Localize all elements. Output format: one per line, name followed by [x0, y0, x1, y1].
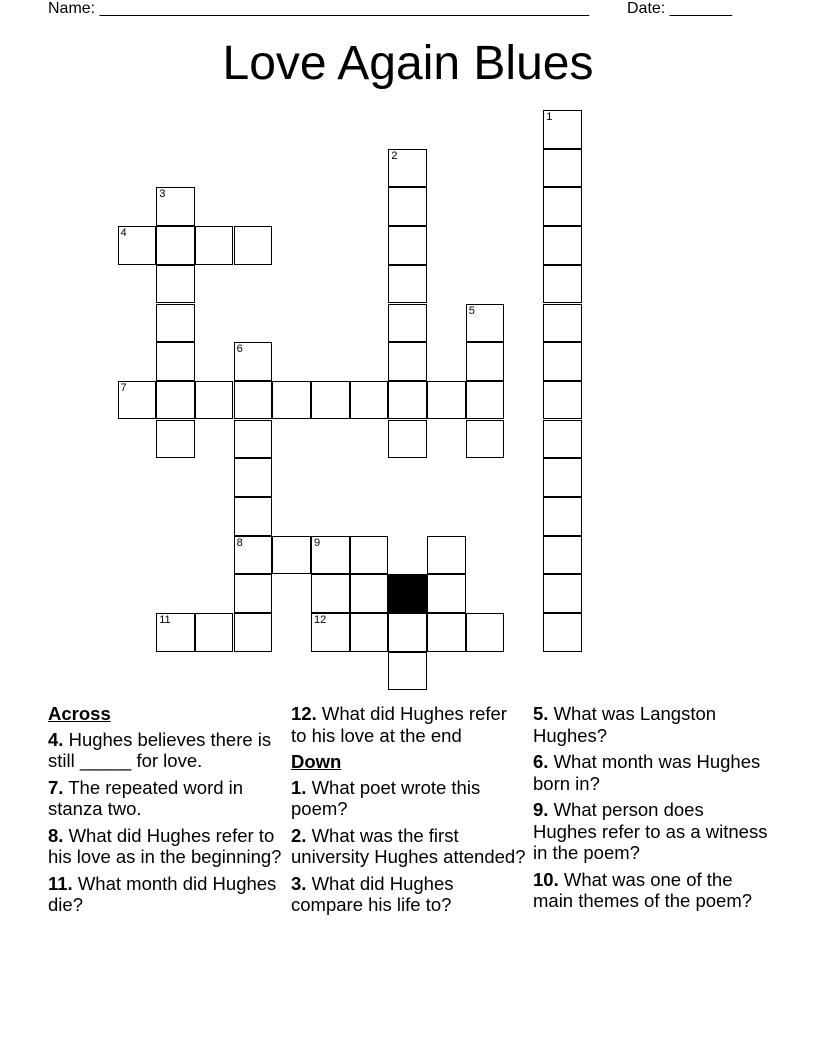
- grid-cell[interactable]: [234, 458, 273, 497]
- grid-cell[interactable]: [195, 381, 234, 420]
- grid-cell[interactable]: [543, 149, 582, 188]
- cell-number: 4: [120, 227, 127, 240]
- clue-down-2: [291, 825, 526, 868]
- grid-cell[interactable]: [234, 381, 273, 420]
- grid-cell[interactable]: [118, 226, 157, 265]
- clue-across-8: [48, 825, 283, 868]
- clue-text: What was one of the main themes of the poem?: [533, 868, 753, 911]
- clue-number: 9.: [533, 799, 549, 820]
- clue-text: What person does Hughes refer to as a witness in the poem?: [533, 799, 768, 863]
- cell-number: 7: [120, 381, 127, 394]
- grid-cell[interactable]: [543, 265, 582, 304]
- grid-cell[interactable]: [350, 381, 389, 420]
- grid-cell[interactable]: [543, 420, 582, 459]
- clues-column-3: [533, 703, 768, 917]
- clue-text: What month was Hughes born in?: [533, 751, 761, 794]
- name-field-label: Name: _______________________________________________________: [48, 0, 589, 17]
- grid-cell[interactable]: [466, 381, 505, 420]
- grid-cell[interactable]: [156, 381, 195, 420]
- clue-down-6: [533, 751, 768, 794]
- grid-cell[interactable]: [311, 574, 350, 613]
- clue-text: What did Hughes compare his life to?: [291, 872, 454, 915]
- clues-column-2: [291, 703, 526, 921]
- clue-text: What did Hughes refer to his love at the end: [291, 703, 507, 746]
- grid-cell[interactable]: [350, 613, 389, 652]
- grid-cell-black: [388, 574, 427, 613]
- clue-across-4: [48, 729, 283, 772]
- clue-number: 4.: [48, 728, 64, 750]
- grid-cell[interactable]: [466, 342, 505, 381]
- cell-number: 11: [159, 614, 171, 627]
- grid-cell[interactable]: [543, 574, 582, 613]
- cell-number: 8: [236, 536, 243, 549]
- grid-cell[interactable]: [543, 187, 582, 226]
- grid-cell[interactable]: [388, 652, 427, 691]
- grid-cell[interactable]: [427, 613, 466, 652]
- grid-cell[interactable]: [388, 149, 427, 188]
- grid-cell[interactable]: [388, 187, 427, 226]
- cell-number: 5: [468, 304, 475, 317]
- grid-cell[interactable]: [543, 536, 582, 575]
- clue-text: What was the first university Hughes attended?: [291, 824, 526, 867]
- grid-cell[interactable]: [388, 420, 427, 459]
- clue-text: The repeated word in stanza two.: [48, 776, 244, 819]
- grid-cell[interactable]: [388, 613, 427, 652]
- grid-cell[interactable]: [350, 536, 389, 575]
- clue-text: What was Langston Hughes?: [533, 703, 717, 746]
- clue-number: 10.: [533, 868, 559, 890]
- grid-cell[interactable]: [234, 613, 273, 652]
- clue-down-1: [291, 777, 526, 820]
- grid-cell[interactable]: [156, 613, 195, 652]
- grid-cell[interactable]: [311, 381, 350, 420]
- grid-cell[interactable]: [234, 226, 273, 265]
- grid-cell[interactable]: [195, 226, 234, 265]
- grid-cell[interactable]: [234, 536, 273, 575]
- grid-cell[interactable]: [156, 265, 195, 304]
- grid-cell[interactable]: [156, 420, 195, 459]
- grid-cell[interactable]: [234, 497, 273, 536]
- clue-across-12: [291, 703, 526, 746]
- grid-cell[interactable]: [272, 536, 311, 575]
- grid-cell[interactable]: [388, 265, 427, 304]
- grid-cell[interactable]: [466, 304, 505, 343]
- clue-text: Hughes believes there is still _____ for love.: [48, 728, 272, 771]
- date-field-label: Date: _______: [627, 0, 732, 17]
- clue-text: What month did Hughes die?: [48, 872, 277, 915]
- clue-down-3: [291, 873, 526, 916]
- cell-number: 9: [314, 536, 321, 549]
- cell-number: 6: [236, 343, 243, 356]
- grid-cell[interactable]: [427, 381, 466, 420]
- grid-cell[interactable]: [427, 536, 466, 575]
- grid-cell[interactable]: [543, 226, 582, 265]
- grid-cell[interactable]: [543, 304, 582, 343]
- grid-cell[interactable]: [195, 613, 234, 652]
- grid-cell[interactable]: [156, 226, 195, 265]
- grid-cell[interactable]: [350, 574, 389, 613]
- grid-cell[interactable]: [234, 342, 273, 381]
- grid-cell[interactable]: [543, 342, 582, 381]
- grid-cell[interactable]: [118, 381, 157, 420]
- grid-cell[interactable]: [543, 613, 582, 652]
- clue-across-11: [48, 873, 283, 916]
- clue-down-5: [533, 703, 768, 746]
- grid-cell[interactable]: [388, 226, 427, 265]
- down-heading: Down: [291, 751, 342, 772]
- grid-cell[interactable]: [466, 420, 505, 459]
- clue-across-7: [48, 777, 283, 820]
- clues-column-1: [48, 703, 283, 921]
- cell-number: 2: [391, 149, 398, 162]
- clue-number: 8.: [48, 824, 64, 846]
- grid-cell[interactable]: [234, 574, 273, 613]
- grid-cell[interactable]: [388, 304, 427, 343]
- grid-cell[interactable]: [543, 381, 582, 420]
- grid-cell[interactable]: [311, 613, 350, 652]
- grid-cell[interactable]: [156, 187, 195, 226]
- clue-text: What did Hughes refer to his love as in the beginning?: [48, 824, 282, 867]
- clue-down-10: [533, 869, 768, 912]
- grid-cell[interactable]: [543, 458, 582, 497]
- clue-number: 11.: [48, 872, 73, 894]
- clue-number: 7.: [48, 776, 64, 798]
- grid-cell[interactable]: [234, 420, 273, 459]
- grid-cell[interactable]: [388, 381, 427, 420]
- grid-cell[interactable]: [311, 536, 350, 575]
- cell-number: 1: [546, 111, 553, 123]
- grid-cell[interactable]: [466, 613, 505, 652]
- across-heading: Across: [48, 703, 111, 724]
- cell-number: 3: [159, 188, 166, 201]
- puzzle-title: Love Again Blues: [222, 37, 594, 90]
- clue-number: 6.: [533, 751, 549, 772]
- grid-cell[interactable]: [156, 342, 195, 381]
- cell-number: 12: [314, 614, 327, 627]
- grid-cell[interactable]: [543, 497, 582, 536]
- clue-number: 5.: [533, 703, 549, 724]
- grid-cell[interactable]: [427, 574, 466, 613]
- clue-number: 12.: [291, 703, 317, 724]
- clue-number: 1.: [291, 776, 307, 798]
- clue-number: 2.: [291, 824, 307, 846]
- grid-cell[interactable]: [543, 110, 582, 149]
- clue-down-9: [533, 799, 768, 864]
- grid-cell[interactable]: [156, 304, 195, 343]
- clue-number: 3.: [291, 872, 307, 894]
- clue-text: What poet wrote this poem?: [291, 776, 481, 819]
- grid-cell[interactable]: [388, 342, 427, 381]
- grid-cell[interactable]: [272, 381, 311, 420]
